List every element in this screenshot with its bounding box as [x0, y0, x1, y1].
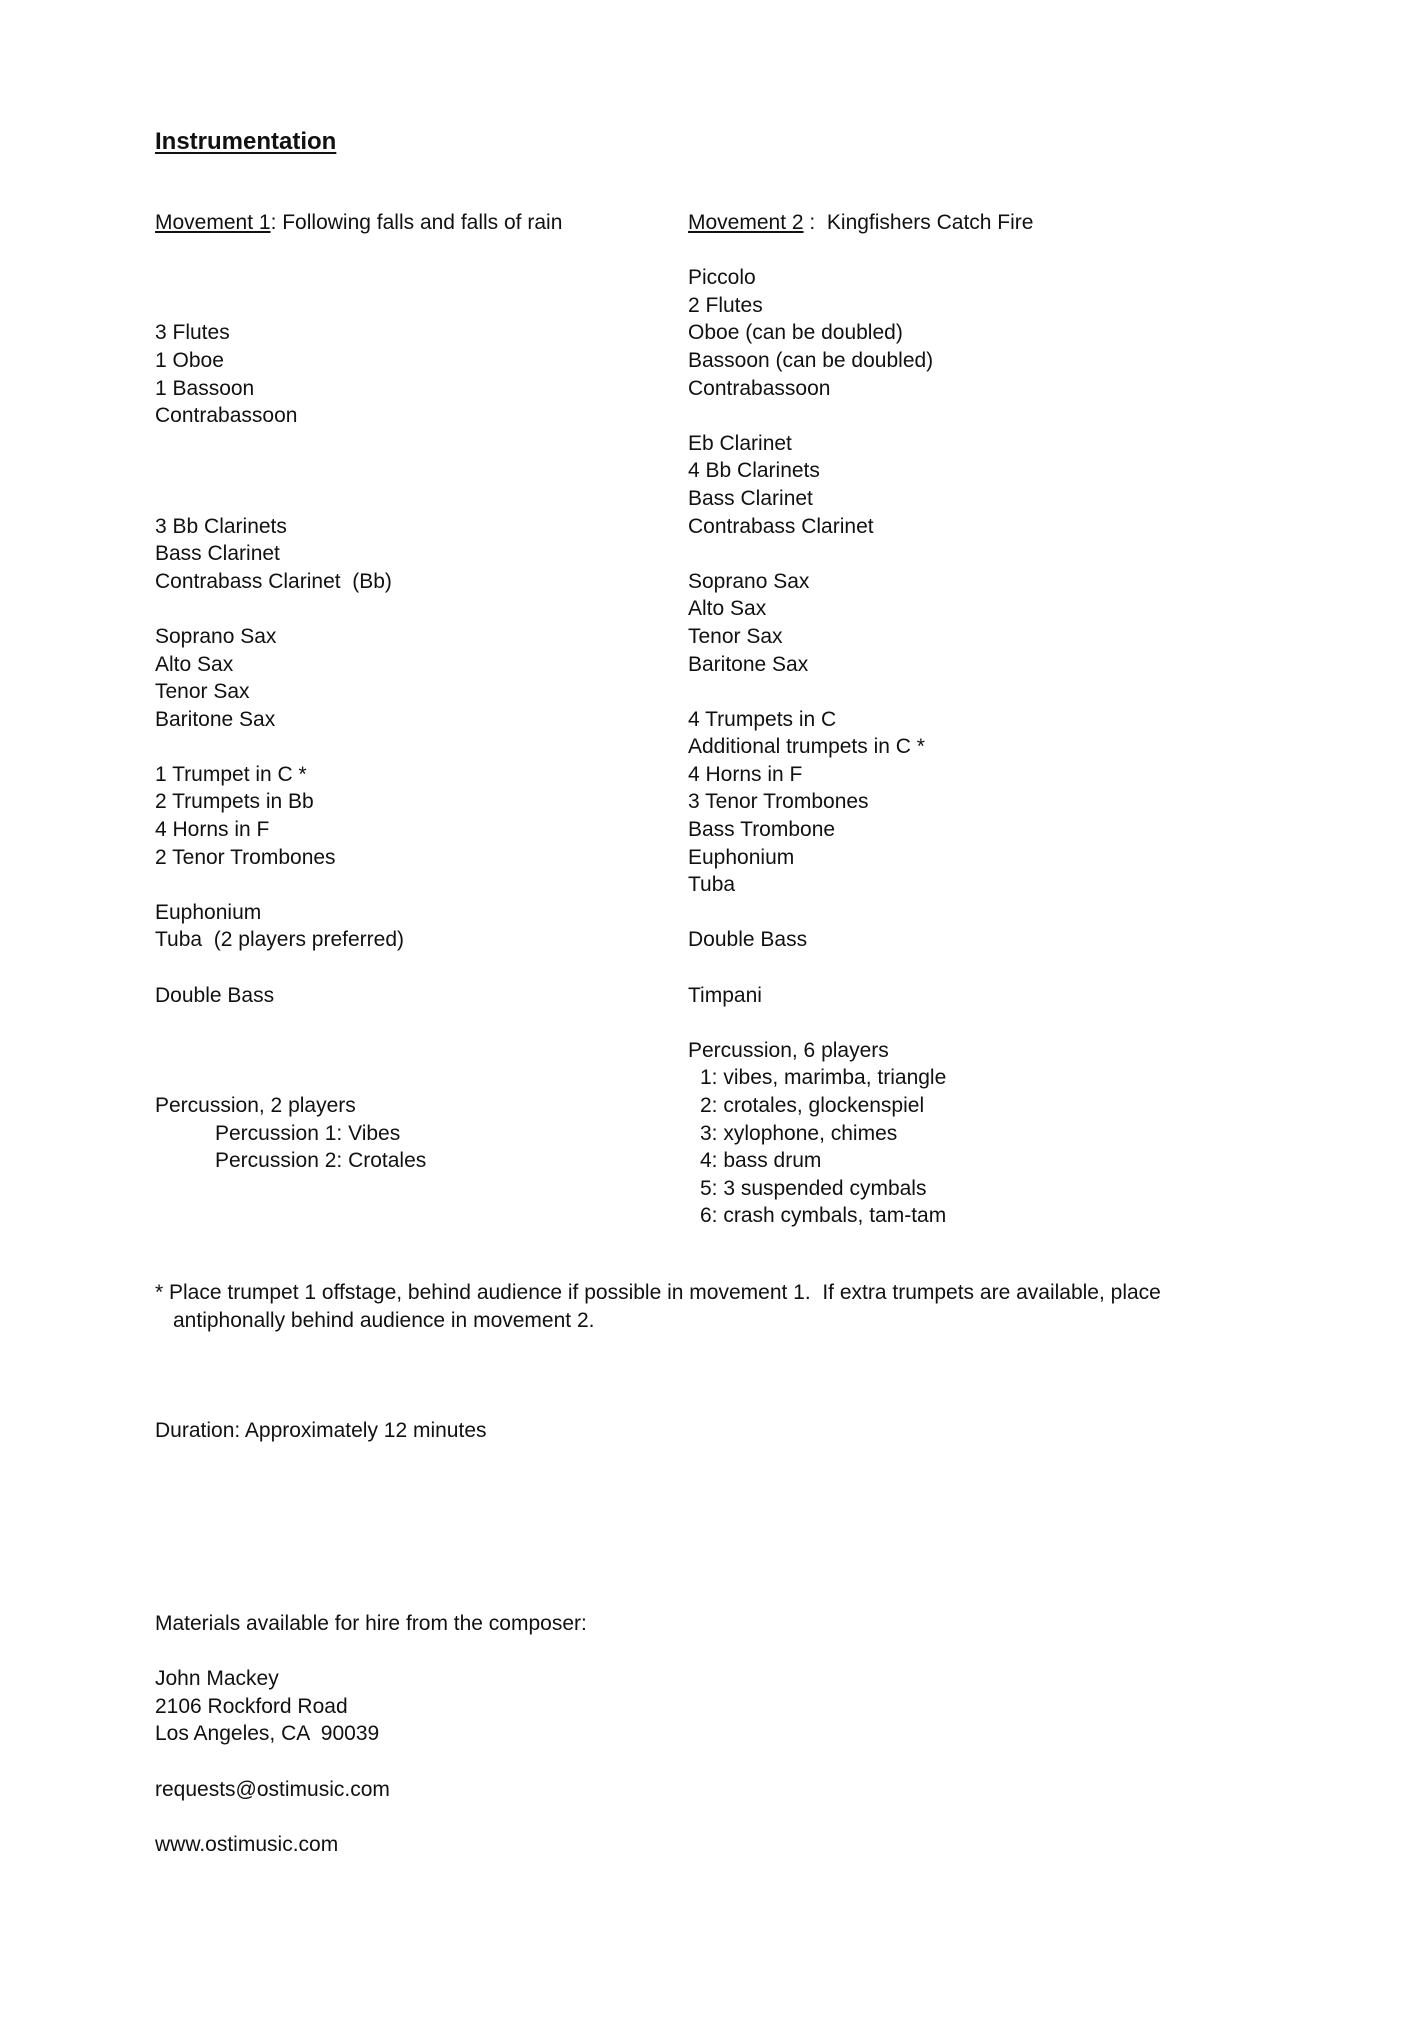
list-item: Percussion 2: Crotales	[215, 1149, 427, 1173]
movement-2-column	[688, 209, 1248, 1230]
list-item: Timpani	[688, 983, 762, 1007]
website-url: www.ostimusic.com	[155, 1832, 339, 1856]
percussion-header: Percussion, 6 players	[688, 1038, 889, 1062]
address-city: Los Angeles, CA 90039	[155, 1722, 380, 1746]
movement-1-heading	[155, 209, 655, 237]
list-item: Contrabassoon	[688, 376, 831, 400]
list-item: 2: crotales, glockenspiel	[700, 1094, 925, 1117]
list-item: 4: bass drum	[700, 1149, 822, 1173]
list-item: Bass Clarinet	[688, 486, 813, 510]
movement-2-label: Movement 2	[688, 211, 804, 234]
list-item: 1 Trumpet in C *	[155, 762, 307, 786]
list-item: Alto Sax	[688, 597, 767, 621]
list-item: Piccolo	[688, 266, 756, 290]
list-item: Tuba (2 players preferred)	[155, 928, 404, 952]
list-item: 3 Tenor Trombones	[688, 790, 869, 814]
movement-1-label: Movement 1	[155, 211, 271, 234]
list-item: Additional trumpets in C *	[688, 735, 925, 759]
email-address: requests@ostimusic.com	[155, 1777, 390, 1801]
list-item: 3 Bb Clarinets	[155, 514, 287, 538]
list-item: Bassoon (can be doubled)	[688, 348, 934, 372]
list-item: 2 Tenor Trombones	[155, 845, 336, 869]
list-item: 4 Horns in F	[155, 818, 270, 842]
footnote-line-2: antiphonally behind audience in movement 2.	[173, 1308, 595, 1332]
list-item: Double Bass	[155, 983, 275, 1007]
list-item: 3 Flutes	[155, 321, 230, 345]
contact-block	[155, 1610, 587, 1858]
list-item: Tuba	[688, 873, 736, 897]
list-item: 4 Bb Clarinets	[688, 459, 820, 483]
list-item: 1 Oboe	[155, 348, 224, 372]
list-item: 1 Bassoon	[155, 376, 255, 400]
list-item: Double Bass	[688, 928, 808, 952]
list-item: Baritone Sax	[688, 652, 809, 676]
list-item: 5: 3 suspended cymbals	[700, 1176, 927, 1200]
list-item: 3: xylophone, chimes	[700, 1121, 898, 1145]
list-item: Tenor Sax	[688, 624, 783, 648]
list-item: Soprano Sax	[155, 624, 277, 648]
list-item: Bass Clarinet	[155, 542, 280, 566]
movement-2-heading	[688, 209, 1248, 237]
duration-text: Duration: Approximately 12 minutes	[155, 1419, 487, 1442]
movement-2-name: : Kingfishers Catch Fire	[803, 211, 1034, 234]
page-title: Instrumentation	[155, 128, 337, 155]
list-item: Alto Sax	[155, 652, 234, 676]
list-item: Eb Clarinet	[688, 431, 792, 455]
composer-name: John Mackey	[155, 1667, 279, 1691]
movement-1-column	[155, 209, 655, 1175]
list-item: 1: vibes, marimba, triangle	[700, 1066, 947, 1090]
list-item: 2 Trumpets in Bb	[155, 790, 314, 814]
footnote-line-1: * Place trumpet 1 offstage, behind audience if possible in movement 1. If extra trumpets are available, place	[155, 1281, 1161, 1304]
list-item: Bass Trombone	[688, 818, 836, 842]
list-item: 6: crash cymbals, tam-tam	[700, 1204, 947, 1228]
list-item: Contrabass Clarinet (Bb)	[155, 569, 392, 593]
list-item: 4 Horns in F	[688, 762, 803, 786]
list-item: Contrabass Clarinet	[688, 514, 874, 538]
list-item: Contrabassoon	[155, 404, 298, 428]
movement-1-name: : Following falls and falls of rain	[270, 211, 563, 234]
list-item: Percussion 1: Vibes	[215, 1121, 401, 1145]
list-item: Oboe (can be doubled)	[688, 321, 903, 345]
list-item: Baritone Sax	[155, 707, 276, 731]
percussion-header: Percussion, 2 players	[155, 1094, 356, 1117]
footnote	[155, 1279, 1235, 1334]
list-item: 4 Trumpets in C	[688, 707, 837, 731]
list-item: Euphonium	[155, 900, 262, 924]
list-item: Tenor Sax	[155, 680, 250, 704]
list-item: Euphonium	[688, 845, 795, 869]
list-item: 2 Flutes	[688, 293, 763, 317]
list-item: Soprano Sax	[688, 569, 810, 593]
address-street: 2106 Rockford Road	[155, 1694, 348, 1718]
materials-intro: Materials available for hire from the composer:	[155, 1612, 587, 1635]
